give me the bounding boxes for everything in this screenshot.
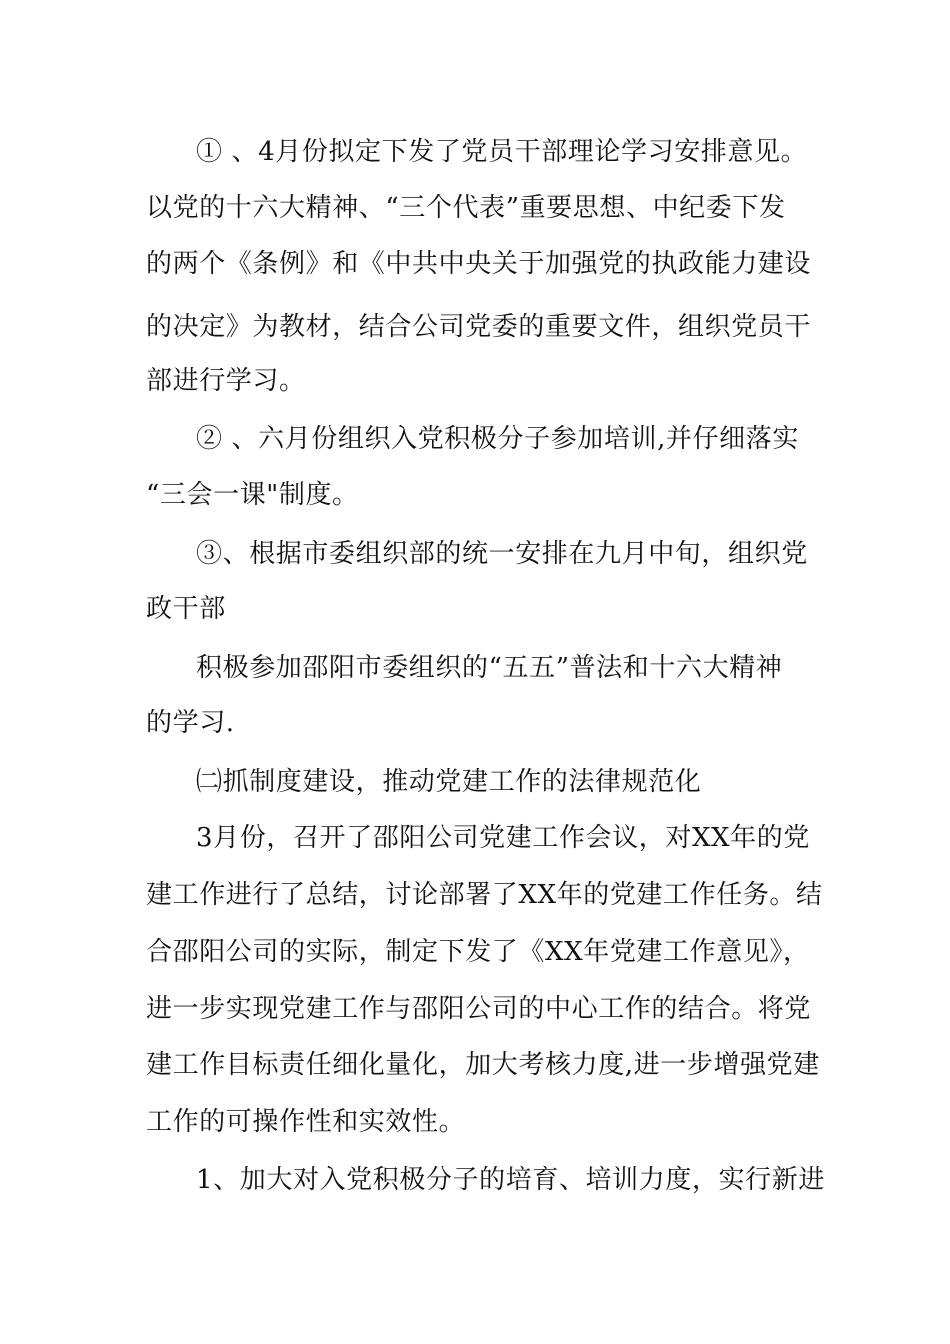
para-6-line-1: 1、加大对入党积极分子的培育、培训力度，实行新进 bbox=[196, 1165, 825, 1195]
para-5-line-3: 合邵阳公司的实际，制定下发了《XX年党建工作意见》， bbox=[146, 937, 810, 967]
para-5-line-6: 工作的可操作性和实效性。 bbox=[146, 1107, 466, 1137]
para-2-line-2: “三会一课"制度。 bbox=[146, 480, 359, 510]
para-2-line-1: ② 、六月份组织入党积极分子参加培训,并仔细落实 bbox=[196, 424, 799, 454]
para-1-line-4: 的决定》为教材，结合公司党委的重要文件，组织党员干 bbox=[146, 312, 812, 342]
para-1-line-2: 以党的十六大精神、“三个代表”重要思想、中纪委下发 bbox=[146, 193, 786, 223]
para-1-line-3: 的两个《条例》和《中共中央关于加强党的执政能力建设 bbox=[146, 249, 812, 279]
para-5-line-4: 进一步实现党建工作与邵阳公司的中心工作的结合。将党 bbox=[146, 994, 812, 1024]
para-5-line-1: 3月份，召开了邵阳公司党建工作会议，对XX年的党 bbox=[196, 823, 810, 853]
para-3-line-1: ③、根据市委组织部的统一安排在九月中旬，组织党 bbox=[196, 539, 808, 569]
para-5-line-2: 建工作进行了总结，讨论部署了XX年的党建工作任务。结 bbox=[146, 880, 823, 910]
para-5-line-5: 建工作目标责任细化量化，加大考核力度,进一步增强党建 bbox=[146, 1050, 820, 1080]
para-4-line-2: 的学习. bbox=[146, 708, 235, 738]
para-1-line-5: 部进行学习。 bbox=[146, 366, 306, 396]
para-3-line-2: 政干部 bbox=[146, 594, 226, 624]
para-1-line-1: ① 、4月份拟定下发了党员干部理论学习安排意见。 bbox=[196, 137, 808, 167]
section-heading: ㈡抓制度建设，推动党建工作的法律规范化 bbox=[196, 767, 702, 797]
para-4-line-1: 积极参加邵阳市委组织的“五五”普法和十六大精神 bbox=[196, 653, 783, 683]
